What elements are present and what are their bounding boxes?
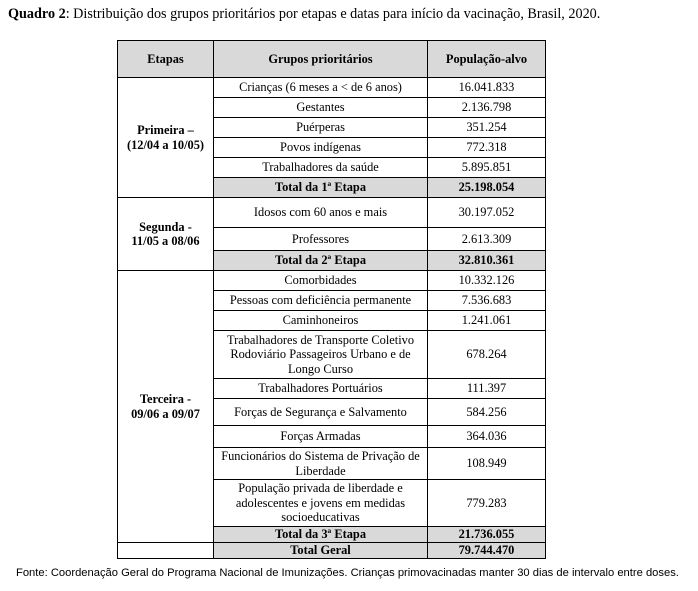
stage-total-value: 32.810.361 — [428, 251, 546, 271]
table-row — [118, 271, 546, 291]
group-cell: Funcionários do Sistema de Privação de Liberdade — [214, 448, 428, 480]
stage-cell — [118, 198, 214, 271]
group-cell: Trabalhadores de Transporte Coletivo Rodoviário Passageiros Urbano e de Longo Curso — [214, 331, 428, 379]
stage-total-value: 21.736.055 — [428, 527, 546, 543]
group-cell: Puérperas — [214, 118, 428, 138]
grand-total-spacer — [118, 543, 214, 559]
population-cell: 364.036 — [428, 426, 546, 448]
group-cell: Comorbidades — [214, 271, 428, 291]
population-cell: 1.241.061 — [428, 311, 546, 331]
population-cell: 2.613.309 — [428, 228, 546, 251]
table-body — [118, 78, 546, 559]
stage-total-label: Total da 2ª Etapa — [214, 251, 428, 271]
table-row — [118, 198, 546, 228]
group-cell: Trabalhadores da saúde — [214, 158, 428, 178]
caption-text: : Distribuição dos grupos prioritários por etapas e datas para início da vacinação, Brasil, 2020. — [65, 6, 601, 22]
header-grupos: Grupos prioritários — [214, 41, 428, 78]
population-cell: 779.283 — [428, 480, 546, 527]
table-row — [118, 78, 546, 98]
priority-groups-table — [117, 40, 546, 559]
population-cell: 30.197.052 — [428, 198, 546, 228]
population-cell: 678.264 — [428, 331, 546, 379]
stage-total-value: 25.198.054 — [428, 178, 546, 198]
grand-total-label: Total Geral — [214, 543, 428, 559]
population-cell: 16.041.833 — [428, 78, 546, 98]
population-cell: 351.254 — [428, 118, 546, 138]
stage-dates: 11/05 a 08/06 — [131, 234, 200, 248]
population-cell: 108.949 — [428, 448, 546, 480]
stage-cell — [118, 271, 214, 543]
stage-name: Terceira - — [139, 392, 192, 406]
stage-dates: (12/04 a 10/05) — [126, 137, 205, 152]
group-cell: Crianças (6 meses a < de 6 anos) — [214, 78, 428, 98]
caption-label: Quadro 2 — [8, 6, 66, 22]
stage-cell — [118, 78, 214, 198]
group-cell: Povos indígenas — [214, 138, 428, 158]
population-cell: 584.256 — [428, 399, 546, 426]
stage-name: Primeira – — [137, 123, 194, 137]
group-cell: Professores — [214, 228, 428, 251]
population-cell: 10.332.126 — [428, 271, 546, 291]
group-cell: População privada de liberdade e adolescentes e jovens em medidas socioeducativas — [214, 480, 428, 527]
stage-total-label: Total da 3ª Etapa — [214, 527, 428, 543]
stage-dates: 09/06 a 09/07 — [131, 406, 200, 421]
header-populacao: População-alvo — [428, 41, 546, 78]
header-row — [118, 41, 546, 78]
stage-name: Segunda - — [139, 219, 192, 234]
group-cell: Gestantes — [214, 98, 428, 118]
population-cell: 772.318 — [428, 138, 546, 158]
population-cell: 7.536.683 — [428, 291, 546, 311]
population-cell: 2.136.798 — [428, 98, 546, 118]
grand-total-row — [118, 543, 546, 559]
grand-total-value: 79.744.470 — [428, 543, 546, 559]
header-etapas: Etapas — [118, 41, 214, 78]
population-cell: 5.895.851 — [428, 158, 546, 178]
group-cell: Idosos com 60 anos e mais — [214, 198, 428, 228]
group-cell: Caminhoneiros — [214, 311, 428, 331]
source-footnote: Fonte: Coordenação Geral do Programa Nacional de Imunizações. Crianças primovacinadas manter 30 dias de intervalo entre doses. — [16, 567, 679, 579]
table-caption — [8, 6, 600, 23]
group-cell: Pessoas com deficiência permanente — [214, 291, 428, 311]
group-cell: Forças de Segurança e Salvamento — [214, 399, 428, 426]
population-cell: 111.397 — [428, 379, 546, 399]
group-cell: Trabalhadores Portuários — [214, 379, 428, 399]
stage-total-label: Total da 1ª Etapa — [214, 178, 428, 198]
group-cell: Forças Armadas — [214, 426, 428, 448]
